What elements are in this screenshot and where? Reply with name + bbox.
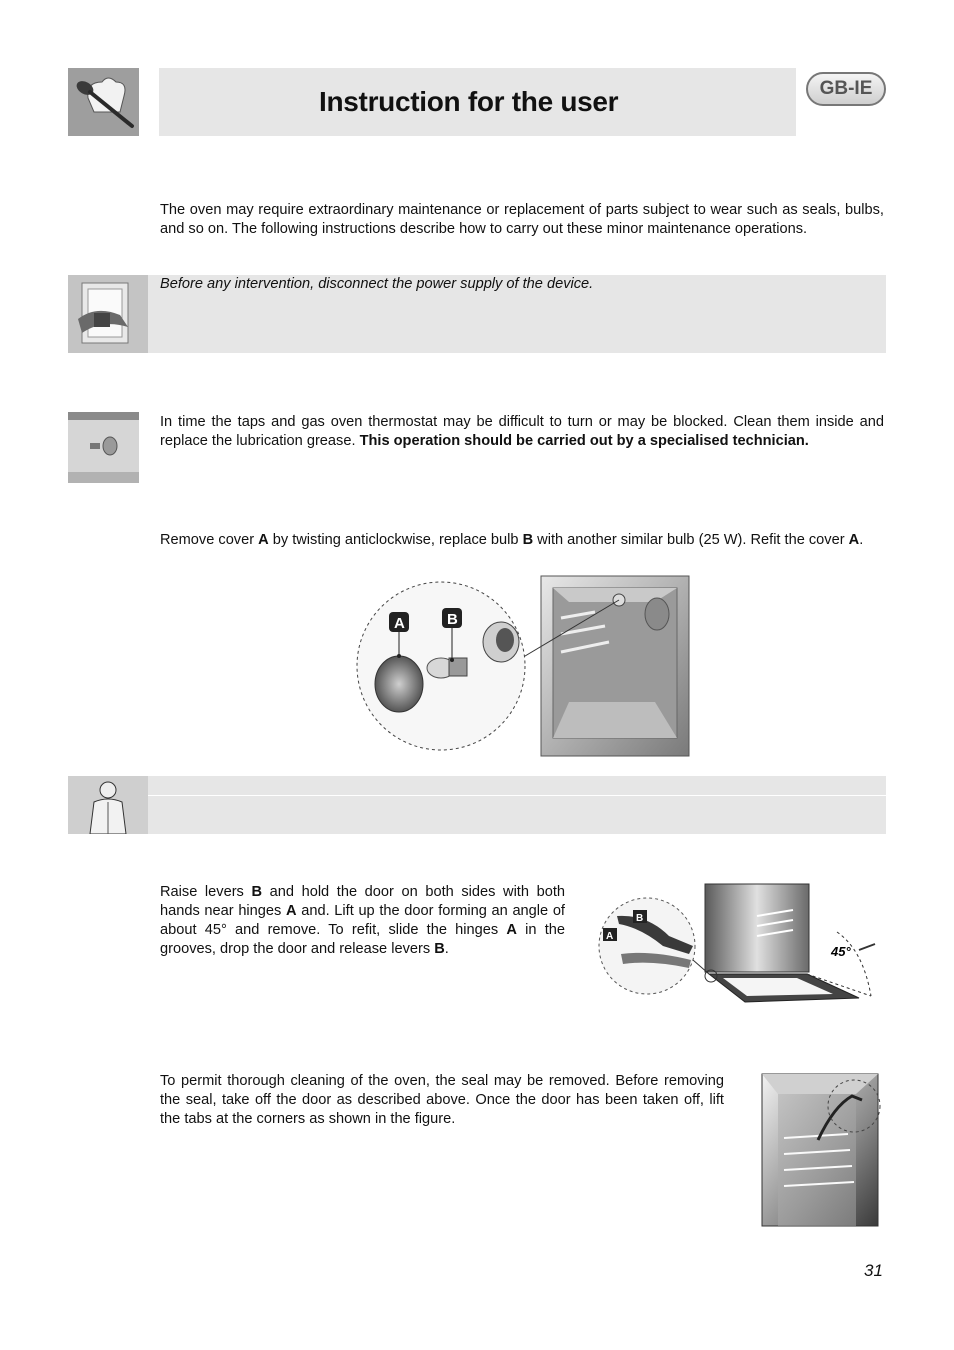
spoon-chef-hat-icon	[68, 68, 139, 136]
technician-divider	[148, 795, 886, 796]
technician-icon-box	[68, 776, 148, 834]
taps-paragraph	[160, 413, 884, 451]
bulb-diagram	[355, 572, 695, 758]
technician-icon	[68, 776, 148, 834]
warning-text: Before any intervention, disconnect the power supply of the device.	[160, 276, 594, 292]
taps-bold-text: This operation should be carried out by a specialised technician.	[359, 433, 809, 449]
bulb-paragraph	[160, 531, 884, 550]
door-text-2: and hold the door on both sides with both hands near hinges	[160, 884, 565, 919]
warning-icon-box	[68, 275, 148, 353]
bulb-text-4: .	[859, 532, 864, 548]
door-text-3: and. Lift up the door forming an angle of about 45° and remove. To refit, slide the hinges	[160, 903, 565, 938]
door-label-a: A	[606, 931, 614, 942]
door-label-b: B	[636, 913, 644, 924]
door-oven-cavity	[705, 884, 809, 972]
door-ref-a2: A	[506, 922, 517, 938]
door-text-5: .	[444, 941, 449, 957]
door-text-1: Raise levers	[160, 884, 252, 900]
door-text-4: in the grooves, drop the door and release levers	[160, 922, 566, 957]
bulb-ref-b: B	[522, 532, 534, 548]
page-number: 31	[864, 1261, 883, 1280]
taps-icon-box	[68, 412, 139, 483]
chef-logo	[68, 68, 139, 136]
intro-paragraph: The oven may require extraordinary maintenance or replacement of parts subject to wear such as seals, bulbs, and so on. The following instructions describe how to carry out these minor maintenance operations.	[160, 202, 884, 237]
title-bar	[159, 68, 796, 136]
door-ref-b: B	[251, 884, 263, 900]
bulb-text-2: by twisting anticlockwise, replace bulb	[268, 532, 523, 548]
oven-knob-icon	[68, 412, 139, 483]
door-paragraph	[160, 883, 565, 959]
taps-text: In time the taps and gas oven thermostat may be difficult to turn or may be blocked. Clean them inside and replace the lubrication grease.	[160, 414, 884, 449]
power-switch-icon	[68, 275, 148, 353]
cover-a-knob	[375, 656, 423, 712]
bulb-text-1: Remove cover	[160, 532, 259, 548]
page-title: Instruction for the user	[319, 86, 619, 117]
seal-diagram	[758, 1070, 884, 1230]
bulb-text-3: with another similar bulb (25 W). Refit the cover	[533, 532, 849, 548]
door-ref-a: A	[286, 903, 297, 919]
bulb-ref-a2: A	[848, 532, 860, 548]
language-badge: GB-IE	[806, 72, 886, 106]
technician-band	[148, 776, 886, 834]
angle-label: 45°	[831, 944, 851, 959]
label-b: B	[447, 611, 458, 628]
label-a: A	[394, 615, 405, 632]
door-diagram	[597, 880, 887, 1010]
seal-paragraph: To permit thorough cleaning of the oven, the seal may be removed. Before removing the seal, take off the door as described above. Once the door has been taken off, lift the tabs at the corners as shown in the figure.	[160, 1073, 724, 1127]
door-ref-b2: B	[434, 941, 445, 957]
bulb-ref-a: A	[258, 532, 269, 548]
